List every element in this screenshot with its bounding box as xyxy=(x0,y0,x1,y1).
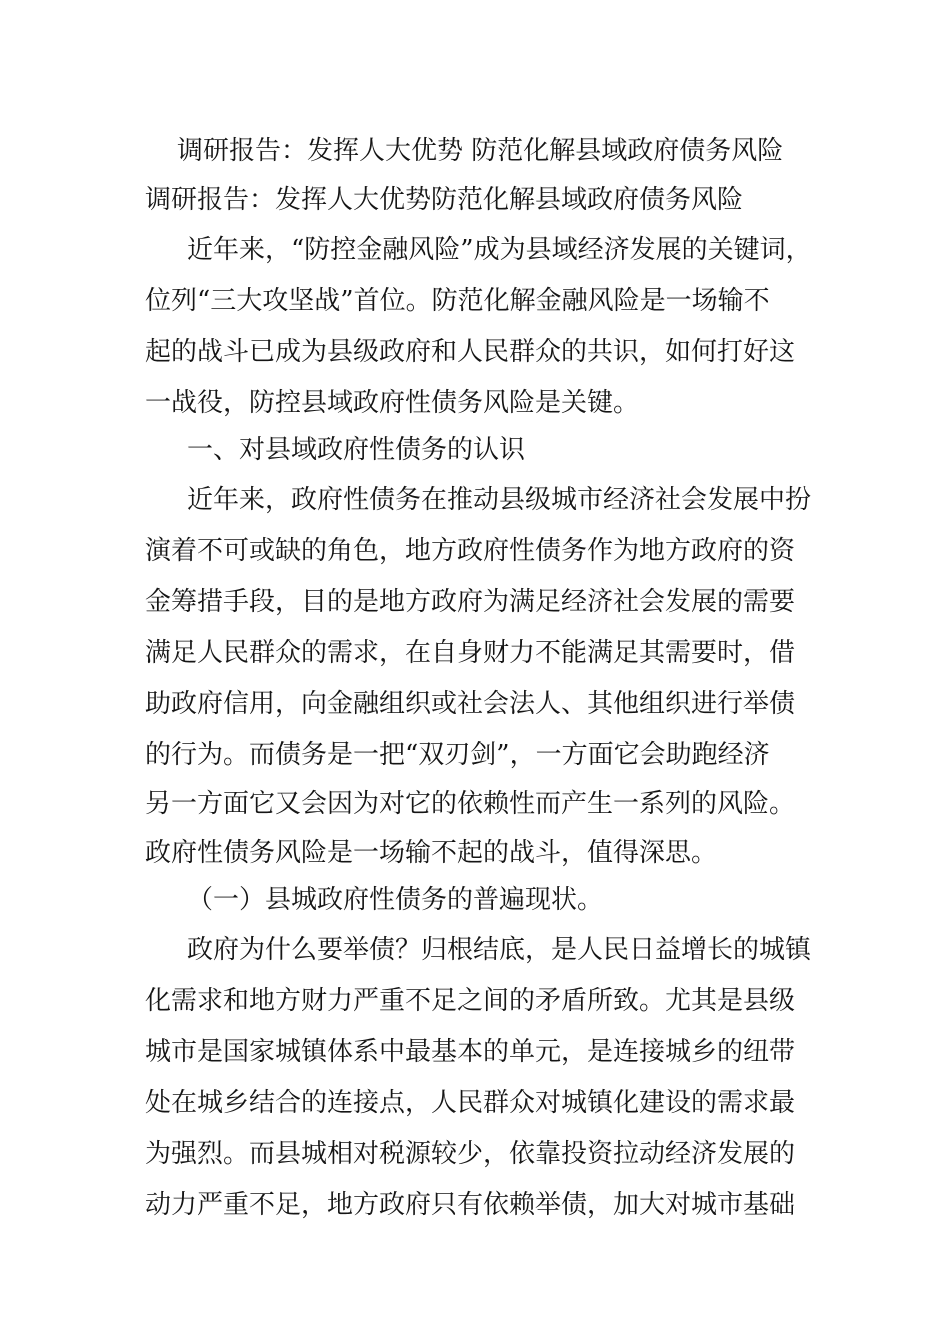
paragraph-line: 近年来，政府性债务在推动县级城市经济社会发展中扮 xyxy=(187,485,812,515)
paragraph-line: 另一方面它又会因为对它的依赖性而产生一系列的风险。 xyxy=(145,789,796,819)
paragraph-line: 金筹措手段，目的是地方政府为满足经济社会发展的需要 xyxy=(145,587,796,617)
document-subtitle: 调研报告：发挥人大优势防范化解县域政府债务风险 xyxy=(145,185,744,215)
document-title: 调研报告：发挥人大优势 防范化解县域政府债务风险 xyxy=(177,136,784,166)
paragraph-line: 起的战斗已成为县级政府和人民群众的共识，如何打好这 xyxy=(145,337,796,367)
paragraph-line: 助政府信用，向金融组织或社会法人、其他组织进行举债 xyxy=(145,689,796,719)
subsection-heading: （一）县城政府性债务的普遍现状。 xyxy=(187,885,604,915)
paragraph-line: 演着不可或缺的角色，地方政府性债务作为地方政府的资 xyxy=(145,536,796,566)
paragraph-line: 为强烈。而县城相对税源较少，依靠投资拉动经济发展的 xyxy=(145,1139,796,1169)
paragraph-line: 城市是国家城镇体系中最基本的单元，是连接城乡的纽带 xyxy=(145,1037,796,1067)
paragraph-line: 处在城乡结合的连接点，人民群众对城镇化建设的需求最 xyxy=(145,1088,796,1118)
paragraph-line: 近年来，“防控金融风险”成为县域经济发展的关键词， xyxy=(187,235,812,265)
section-heading: 一、对县域政府性债务的认识 xyxy=(187,435,526,465)
paragraph-line: 动力严重不足，地方政府只有依赖举债，加大对城市基础 xyxy=(145,1190,796,1220)
paragraph-line: 政府为什么要举债？归根结底，是人民日益增长的城镇 xyxy=(187,935,812,965)
paragraph-line: 位列“三大攻坚战”首位。防范化解金融风险是一场输不 xyxy=(145,286,770,316)
paragraph-line: 化需求和地方财力严重不足之间的矛盾所致。尤其是县级 xyxy=(145,986,796,1016)
paragraph-line: 一战役，防控县域政府性债务风险是关键。 xyxy=(145,388,640,418)
paragraph-line: 的行为。而债务是一把“双刃剑”，一方面它会助跑经济 xyxy=(145,740,770,770)
paragraph-line: 政府性债务风险是一场输不起的战斗，值得深思。 xyxy=(145,838,718,868)
paragraph-line: 满足人民群众的需求，在自身财力不能满足其需要时，借 xyxy=(145,638,796,668)
